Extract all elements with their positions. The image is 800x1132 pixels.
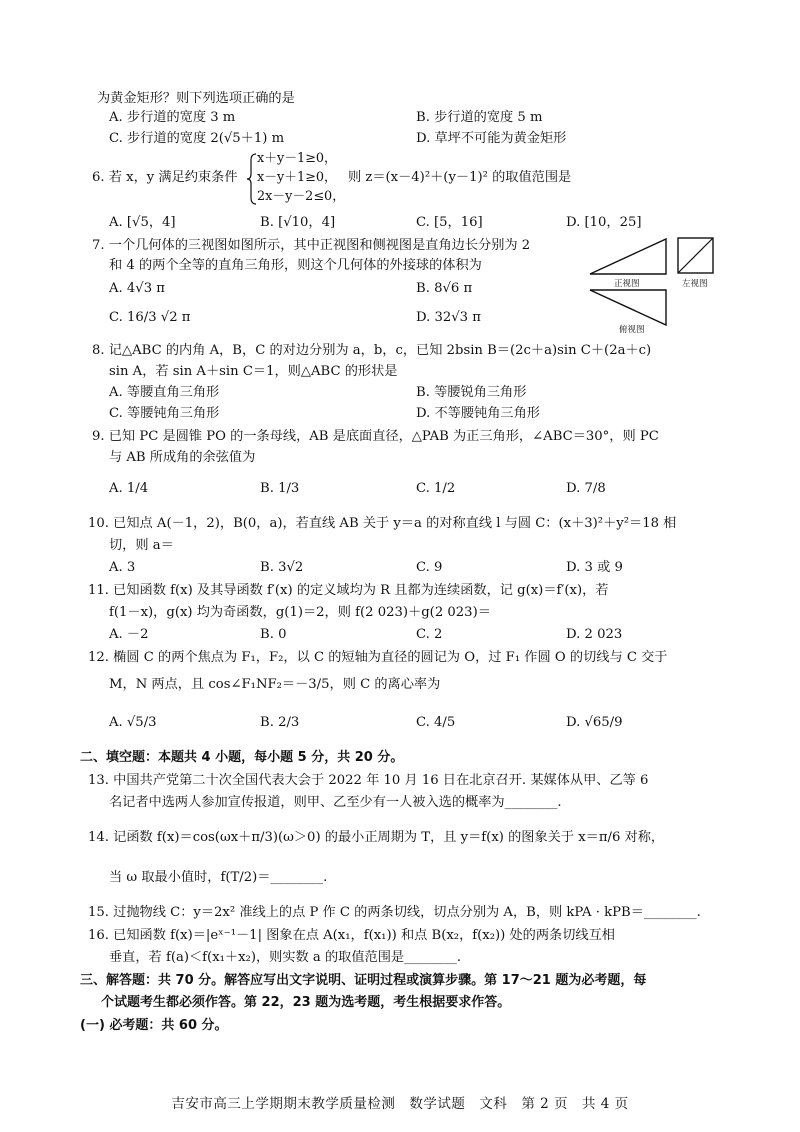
q13-line-2: 名记者中选两人参加宣传报道，则甲、乙至少有一人被入选的概率为________. <box>109 795 562 810</box>
q12-stem-line-2: M，N 两点，且 cos∠F₁NF₂＝－3/5，则 C 的离心率为 <box>109 677 441 692</box>
q6-option-b: B. [√10，4] <box>260 215 336 230</box>
q9-stem-line-2: 与 AB 所成角的余弦值为 <box>109 450 256 465</box>
q9-option-d: D. 7/8 <box>566 481 606 496</box>
q13-line-1: 13. 中国共产党第二十次全国代表大会于 2022 年 10 月 16 日在北京召开. 某媒体从甲、乙等 6 <box>88 773 649 788</box>
q5-continuation: 为黄金矩形？则下列选项正确的是 <box>97 91 295 106</box>
q5-option-a: A. 步行道的宽度 3 m <box>109 110 236 125</box>
q11-stem-line-1: 11. 已知函数 f(x) 及其导函数 f′(x) 的定义域均为 R 且都为连续函数，记 g(x)＝f′(x)，若 <box>88 583 609 598</box>
subsection-required: (一) 必考题：共 60 分。 <box>80 1018 228 1033</box>
q8-option-a: A. 等腰直角三角形 <box>109 385 220 400</box>
side-view-label: 左视图 <box>682 279 708 289</box>
page-footer: 吉安市高三上学期期末教学质量检测 数学试题 文科 第 2 页 共 4 页 <box>171 1096 629 1112</box>
q9-option-b: B. 1/3 <box>260 481 300 496</box>
q5-option-b: B. 步行道的宽度 5 m <box>416 110 543 125</box>
q10-stem-line-1: 10. 已知点 A(－1，2)，B(0，a)，若直线 AB 关于 y＝a 的对称直线 l 与圆 C：(x＋3)²＋y²＝18 相 <box>88 516 677 531</box>
front-view-label: 正视图 <box>614 279 640 289</box>
section-3-heading-line-2: 个试题考生都必须作答。第 22，23 题为选考题，考生根据要求作答。 <box>101 995 511 1010</box>
q5-option-c: C. 步行道的宽度 2(√5＋1) m <box>109 131 285 146</box>
q10-option-b: B. 3√2 <box>260 560 304 575</box>
q11-option-b: B. 0 <box>260 627 287 642</box>
q6-option-d: D. [10，25] <box>566 215 642 230</box>
q8-stem-line-1: 8. 记△ABC 的内角 A，B，C 的对边分别为 a，b，c，已知 2bsin B＝(2c＋a)sin C＋(2a＋c) <box>92 343 652 358</box>
q7-option-d: D. 32√3 π <box>416 310 481 325</box>
q7-stem-line-1: 7. 一个几何体的三视图如图所示，其中正视图和侧视图是直角边长分别为 2 <box>92 238 531 253</box>
q6-constraint-1: x＋y－1≥0， <box>257 151 337 166</box>
q10-option-c: C. 9 <box>416 560 443 575</box>
side-view-square <box>676 236 716 276</box>
q7-option-c: C. 16/3 √2 π <box>109 310 191 325</box>
q6-constraint-3: 2x－y－2≤0， <box>257 189 345 204</box>
top-view-label: 俯视图 <box>619 325 645 335</box>
q12-option-a: A. √5/3 <box>109 715 157 730</box>
q7-stem-line-2: 和 4 的两个全等的直角三角形，则这个几何体的外接球的体积为 <box>109 258 482 273</box>
q15-line: 15. 过抛物线 C：y＝2x² 准线上的点 P 作 C 的两条切线，切点分别为 A，B，则 kPA · kPB＝________. <box>88 905 701 920</box>
q16-line-2: 垂直，若 f(a)＜f(x₁＋x₂)，则实数 a 的取值范围是________. <box>109 950 462 965</box>
section-2-heading: 二、填空题：本题共 4 小题，每小题 5 分，共 20 分。 <box>80 750 404 765</box>
q8-option-c: C. 等腰钝角三角形 <box>109 406 220 421</box>
q6-option-c: C. [5，16] <box>416 215 483 230</box>
q16-line-1: 16. 已知函数 f(x)＝|eˣ⁻¹－1| 图象在点 A(x₁，f(x₁)) 和点 B(x₂，f(x₂)) 处的两条切线互相 <box>88 928 615 943</box>
q14-line-2: 当 ω 取最小值时，f(T/2)＝________. <box>109 870 328 885</box>
q10-option-a: A. 3 <box>109 560 136 575</box>
q6-option-a: A. [√5，4] <box>109 215 176 230</box>
q11-option-c: C. 2 <box>416 627 443 642</box>
q14-line-1: 14. 记函数 f(x)＝cos(ωx＋π/3)(ω＞0) 的最小正周期为 T，且 y＝f(x) 的图象关于 x＝π/6 对称， <box>88 830 665 845</box>
q7-option-a: A. 4√3 π <box>109 281 165 296</box>
q9-option-c: C. 1/2 <box>416 481 456 496</box>
q6-constraint-2: x－y＋1≥0， <box>257 170 337 185</box>
q9-option-a: A. 1/4 <box>109 481 149 496</box>
section-3-heading-line-1: 三、解答题：共 70 分。解答应写出文字说明、证明过程或演算步骤。第 17～21 题为必考题，每 <box>80 973 647 988</box>
front-view-triangle <box>588 236 670 276</box>
q12-option-d: D. √65/9 <box>566 715 623 730</box>
q6-stem-suffix: 则 z＝(x－4)²＋(y－1)² 的取值范围是 <box>348 170 572 185</box>
q8-option-d: D. 不等腰钝角三角形 <box>416 406 540 421</box>
q12-option-b: B. 2/3 <box>260 715 300 730</box>
q12-option-c: C. 4/5 <box>416 715 456 730</box>
q7-option-b: B. 8√6 π <box>416 281 473 296</box>
q8-stem-line-2: sin A，若 sin A＋sin C＝1，则△ABC 的形状是 <box>109 364 398 379</box>
q9-stem-line-1: 9. 已知 PC 是圆锥 PO 的一条母线，AB 是底面直径，△PAB 为正三角形，∠ABC＝30°，则 PC <box>92 429 659 444</box>
q8-option-b: B. 等腰锐角三角形 <box>416 385 527 400</box>
q10-option-d: D. 3 或 9 <box>566 560 623 575</box>
q12-stem-line-1: 12. 椭圆 C 的两个焦点为 F₁，F₂，以 C 的短轴为直径的圆记为 O，过 F₁ 作圆 O 的切线与 C 交于 <box>88 650 668 665</box>
q11-option-d: D. 2 023 <box>566 627 623 642</box>
q11-option-a: A. －2 <box>109 627 149 642</box>
q11-stem-line-2: f(1－x)，g(x) 均为奇函数，g(1)＝2，则 f(2 023)＋g(2 023)＝ <box>109 605 491 620</box>
q10-stem-line-2: 切，则 a＝ <box>109 538 174 553</box>
q6-stem-prefix: 6. 若 x，y 满足约束条件 <box>92 170 238 185</box>
q5-option-d: D. 草坪不可能为黄金矩形 <box>416 131 567 146</box>
top-view-triangle <box>588 288 670 328</box>
